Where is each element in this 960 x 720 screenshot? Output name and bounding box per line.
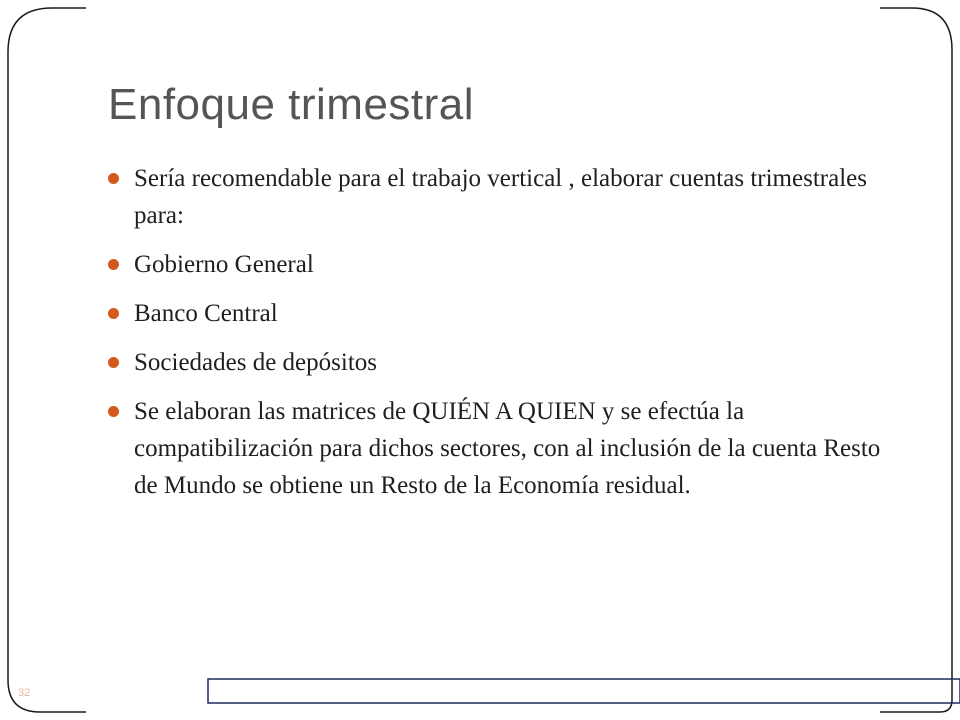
bullet-item xyxy=(108,344,898,381)
slide-number: 32 xyxy=(18,687,31,699)
bullet-item xyxy=(108,393,898,504)
bullet-item xyxy=(108,295,898,332)
bullet-dot-icon xyxy=(108,357,119,368)
footer-bar xyxy=(208,679,960,703)
bullet-text: Gobierno General xyxy=(134,251,314,278)
bullet-text: Sería recomendable para el trabajo vertical , elaborar cuentas trimestrales para: xyxy=(134,165,867,229)
slide-title: Enfoque trimestral xyxy=(108,80,475,129)
bullet-dot-icon xyxy=(108,406,119,417)
frame-left-border xyxy=(8,8,86,712)
bullet-item xyxy=(108,160,898,234)
bullet-dot-icon xyxy=(108,308,119,319)
bullet-dot-icon xyxy=(108,259,119,270)
bullet-text: Sociedades de depósitos xyxy=(134,349,378,376)
bullet-text: Se elaboran las matrices de QUIÉN A QUIEN y se efectúa la compatibilización para dichos sectores, con al inclusión de la cuenta Resto de Mundo se obtiene un Resto de la Economía residual. xyxy=(134,398,881,499)
bullet-list xyxy=(108,160,898,516)
bullet-dot-icon xyxy=(108,173,119,184)
bullet-text: Banco Central xyxy=(134,300,278,327)
bullet-item xyxy=(108,246,898,283)
